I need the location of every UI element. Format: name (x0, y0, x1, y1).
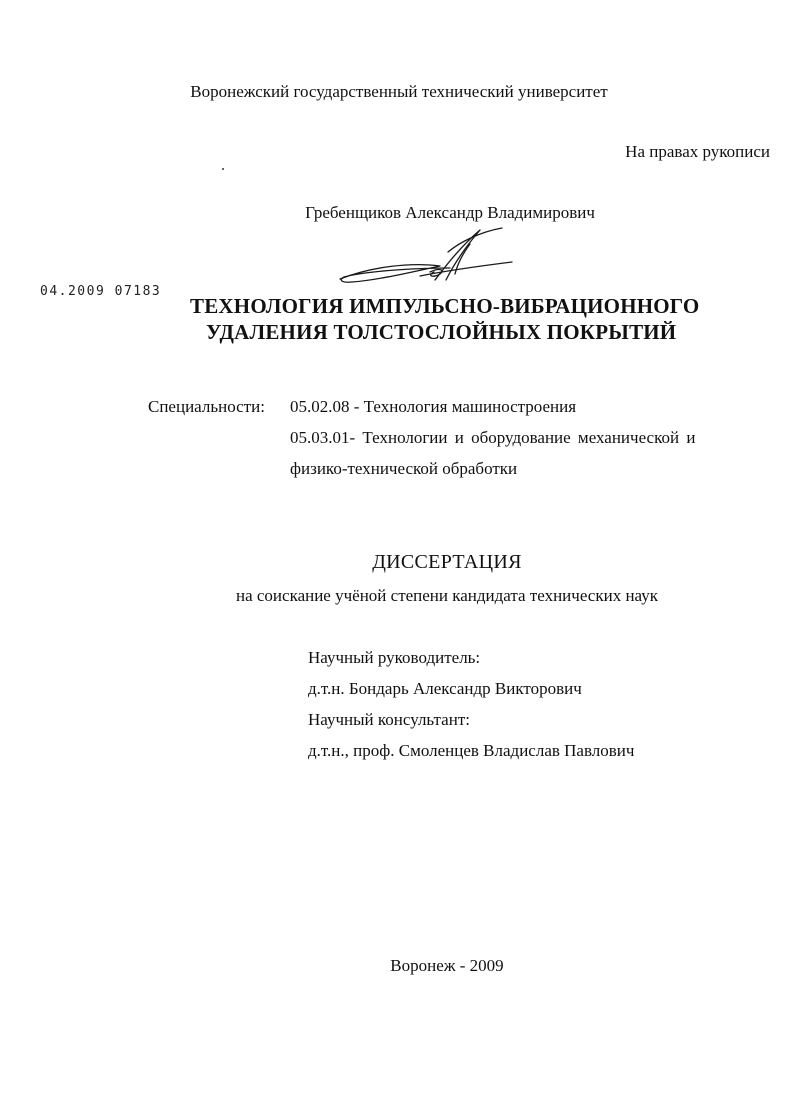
registration-stamp: 04.2009 07183 (40, 284, 162, 299)
specialty-item-continuation: физико-технической обработки (290, 459, 518, 478)
supervisor-label: Научный руководитель: (308, 648, 481, 667)
place-and-year: Воронеж - 2009 (390, 956, 504, 975)
document-type-heading: ДИССЕРТАЦИЯ (372, 551, 522, 573)
consultant-label: Научный консультант: (308, 710, 470, 729)
thesis-title-line2: УДАЛЕНИЯ ТОЛСТОСЛОЙНЫХ ПОКРЫТИЙ (206, 320, 677, 344)
thesis-title-line1: ТЕХНОЛОГИЯ ИМПУЛЬСНО-ВИБРАЦИОННОГО (190, 294, 700, 318)
scan-speck (222, 168, 224, 170)
specialty-item: 05.02.08 - Технология машиностроения (290, 397, 577, 416)
handwritten-signature (330, 222, 520, 292)
university-name: Воронежский государственный технический университет (190, 82, 608, 101)
manuscript-rights-note: На правах рукописи (625, 142, 770, 161)
degree-statement: на соискание учёной степени кандидата технических наук (235, 586, 658, 605)
specialties-label: Специальности: (148, 397, 265, 416)
specialty-item: 05.03.01- Технологии и оборудование механической и (290, 428, 696, 447)
author-name: Гребенщиков Александр Владимирович (305, 203, 595, 222)
consultant-name: д.т.н., проф. Смоленцев Владислав Павлович (308, 741, 635, 760)
supervisor-name: д.т.н. Бондарь Александр Викторович (308, 679, 582, 698)
